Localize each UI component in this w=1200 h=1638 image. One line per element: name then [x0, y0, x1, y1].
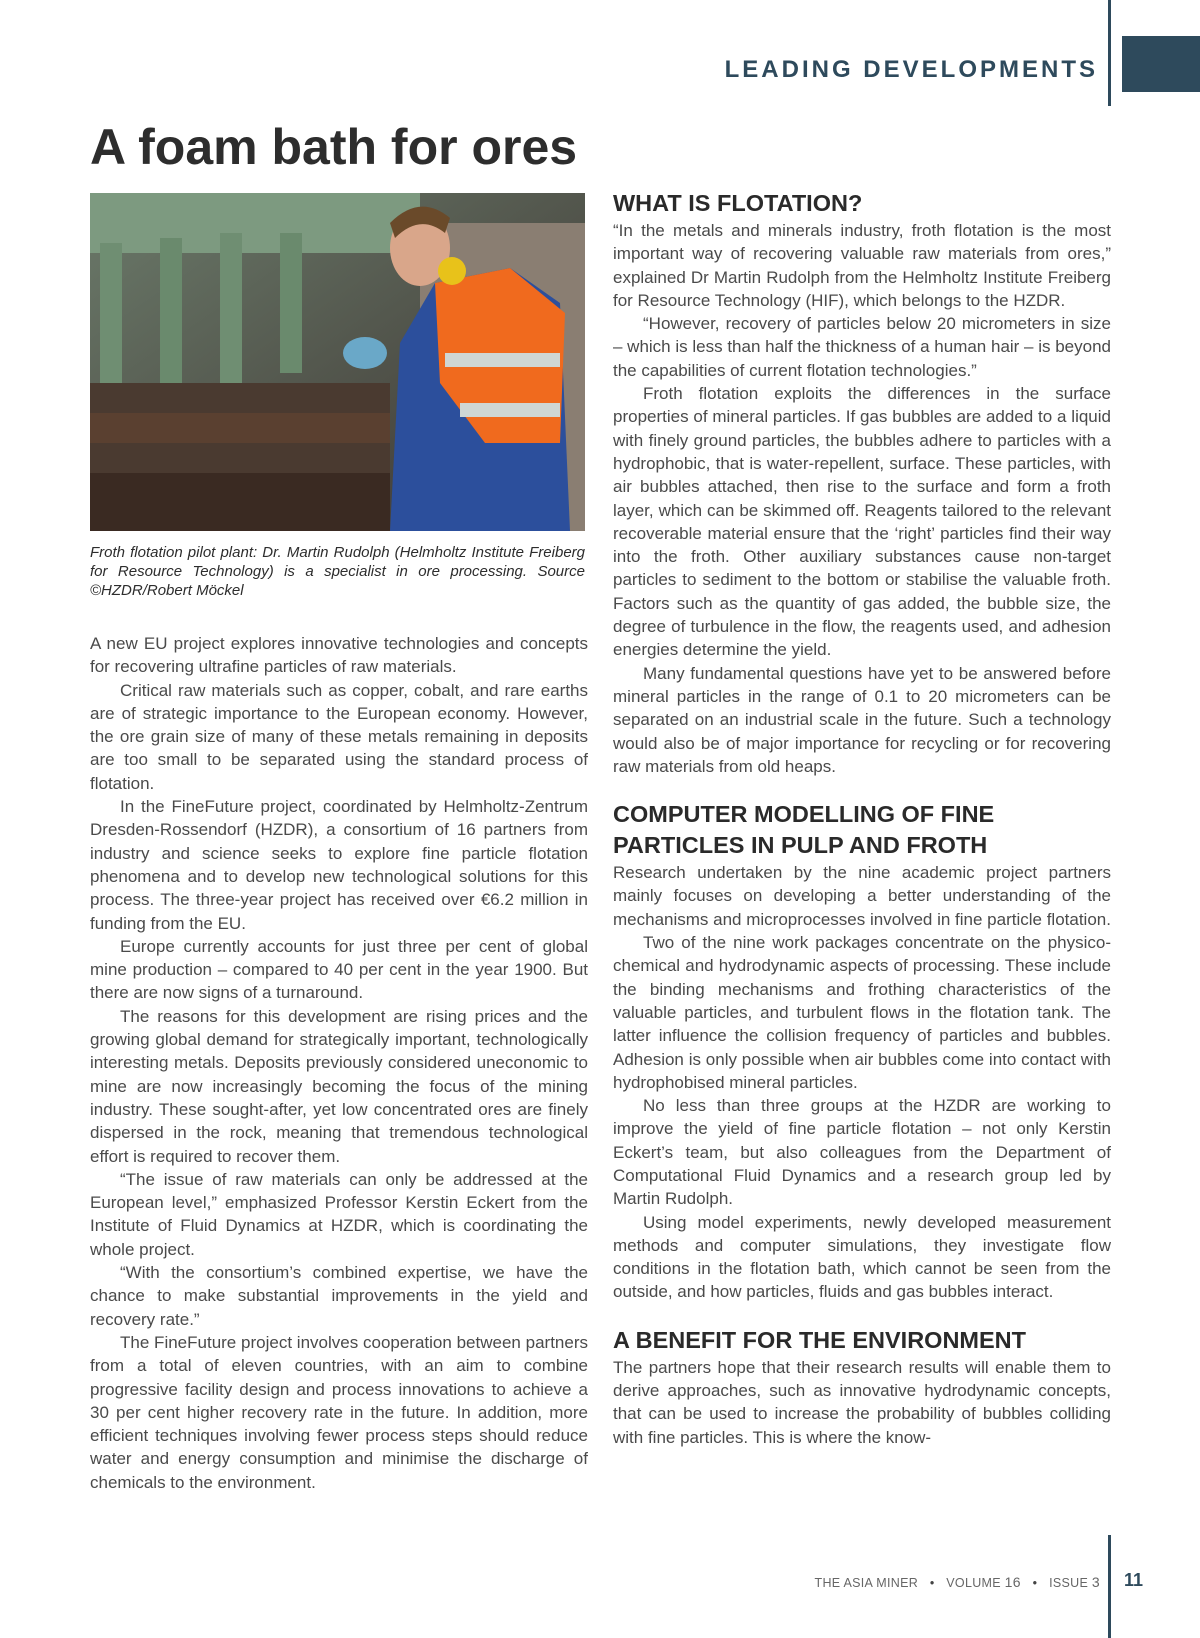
paragraph: Critical raw materials such as copper, cobalt, and rare earths are of strategic importance to the European economy. However, the ore grain size of many of these metals remaining in deposits are too small to be separated using the standard process of flotation.	[90, 680, 588, 793]
separator: •	[1032, 1576, 1038, 1590]
section-heading: WHAT IS FLOTATION?	[613, 190, 863, 216]
paragraph: Two of the nine work packages concentrate on the physico-chemical and hydrodynamic aspects of processing. These include the binding mechanisms and frothing characteristics of the valuable particles, and turbulent flows in the flotation tank. The latter influence the collision frequency of particles and bubbles. Adhesion is only possible when air bubbles come into contact with hydrophobised mineral particles.	[613, 933, 1111, 1092]
paragraph: No less than three groups at the HZDR are working to improve the yield of fine particle flotation – not only Kerstin Eckert’s team, but also colleagues from the Department of Computational Fluid Dynamics and a research group led by Martin Rudolph.	[613, 1096, 1111, 1209]
header-color-block	[1122, 36, 1200, 92]
issue-number: 3	[1091, 1574, 1100, 1590]
section-heading: A BENEFIT FOR THE ENVIRONMENT	[613, 1326, 1026, 1353]
paragraph: A new EU project explores innovative technologies and concepts for recovering ultrafine particles of raw materials.	[90, 634, 588, 677]
paragraph: Many fundamental questions have yet to be answered before mineral particles in the range of 0.1 to 20 micrometers can be separated on an industrial scale in the future. Such a technology would also be of major importance for recycling or for recovering raw materials from old heaps.	[613, 663, 1111, 776]
issue-label: ISSUE	[1049, 1576, 1089, 1590]
spacer	[613, 1304, 1111, 1325]
publication-name: THE ASIA MINER	[814, 1576, 919, 1590]
paragraph: Using model experiments, newly developed measurement methods and computer simulations, they investigate flow conditions in the flotation bath, which cannot be seen from the outside, and how particles, fluids and gas bubbles interact.	[613, 1212, 1111, 1302]
header-rule	[1108, 0, 1111, 106]
section-heading: COMPUTER MODELLING OF FINE PARTICLES IN PULP AND FROTH	[613, 801, 995, 859]
right-column	[613, 188, 1111, 1449]
article-photo	[90, 193, 585, 531]
page-number: 11	[1124, 1570, 1144, 1590]
paragraph: The reasons for this development are rising prices and the growing global demand for strategically important, technologically interesting metals. Deposits previously considered uneconomic to mine are now increasingly becoming the focus of the mining industry. These sought-after, yet low concentrated ores are finely dispersed in the rock, meaning that tremendous technological effort is required to recover them.	[90, 1006, 588, 1166]
paragraph: Froth flotation exploits the differences in the surface properties of mineral particles. If gas bubbles are added to a liquid with finely ground particles, the bubbles adhere to particles with a hydrophobic, that is water-repellent, surface. These particles, with air bubbles attached, then rise to the surface and form a froth layer, which can be skimmed off. Reagents tailored to the relevant recoverable material ensure that the ‘right’ particles find their way into the froth. Other auxiliary substances cause non-target particles to sediment to the bottom or stabilise the valuable froth. Factors such as the quantity of gas added, the bubble size, the degree of turbulence in the flow, the reagents used, and adhesion energies determine the yield.	[613, 384, 1111, 660]
separator: •	[929, 1576, 935, 1590]
paragraph: Europe currently accounts for just three per cent of global mine production – compared to 40 per cent in the year 1900. But there are now signs of a turnaround.	[90, 936, 588, 1003]
footer-publication-info	[815, 1574, 1100, 1590]
left-column	[90, 632, 588, 1494]
paragraph: In the FineFuture project, coordinated by Helmholtz-Zentrum Dresden-Rossendorf (HZDR), a consortium of 16 partners from industry and science seeks to explore fine particle flotation phenomena and to develop new technological solutions for this process. The three-year project has received over €6.2 million in funding from the EU.	[90, 797, 588, 933]
section-label: LEADING DEVELOPMENTS	[724, 56, 1098, 83]
spacer	[613, 778, 1111, 799]
paragraph: “However, recovery of particles below 20 micrometers in size – which is less than half the thickness of a human hair – is beyond the capabilities of current flotation technologies.”	[613, 314, 1112, 380]
image-caption: Froth flotation pilot plant: Dr. Martin Rudolph (Helmholtz Institute Freiberg for Resource Technology) is a specialist in ore processing. Source ©HZDR/Robert Möckel	[90, 544, 585, 599]
volume-number: 16	[1004, 1574, 1021, 1590]
paragraph: “With the consortium’s combined expertise, we have the chance to make substantial improvements in the yield and recovery rate.”	[90, 1263, 588, 1329]
paragraph: “The issue of raw materials can only be addressed at the European level,” emphasized Professor Kerstin Eckert from the Institute of Fluid Dynamics at HZDR, which is coordinating the whole project.	[90, 1169, 588, 1259]
paragraph: Research undertaken by the nine academic project partners mainly focuses on developing a better understanding of the mechanisms and microprocesses involved in fine particle flotation.	[613, 863, 1111, 929]
volume-label: VOLUME	[946, 1576, 1001, 1590]
paragraph: “In the metals and minerals industry, froth flotation is the most important way of recovering valuable raw materials from ores,” explained Dr Martin Rudolph from the Helmholtz Institute Freiberg for Resource Technology (HIF), which belongs to the HZDR.	[613, 221, 1111, 310]
footer-rule	[1108, 1535, 1111, 1638]
article-title: A foam bath for ores	[90, 119, 578, 175]
paragraph: The partners hope that their research results will enable them to derive approaches, such as innovative hydrodynamic concepts, that can be used to increase the probability of bubbles colliding with fine particles. This is where the know-	[613, 1357, 1111, 1447]
paragraph: The FineFuture project involves cooperation between partners from a total of eleven countries, with an aim to combine progressive facility design and process innovations to achieve a 30 per cent higher recovery rate in the future. In addition, more efficient techniques involving fewer process steps should reduce water and energy consumption and minimise the discharge of chemicals to the environment.	[90, 1332, 588, 1492]
